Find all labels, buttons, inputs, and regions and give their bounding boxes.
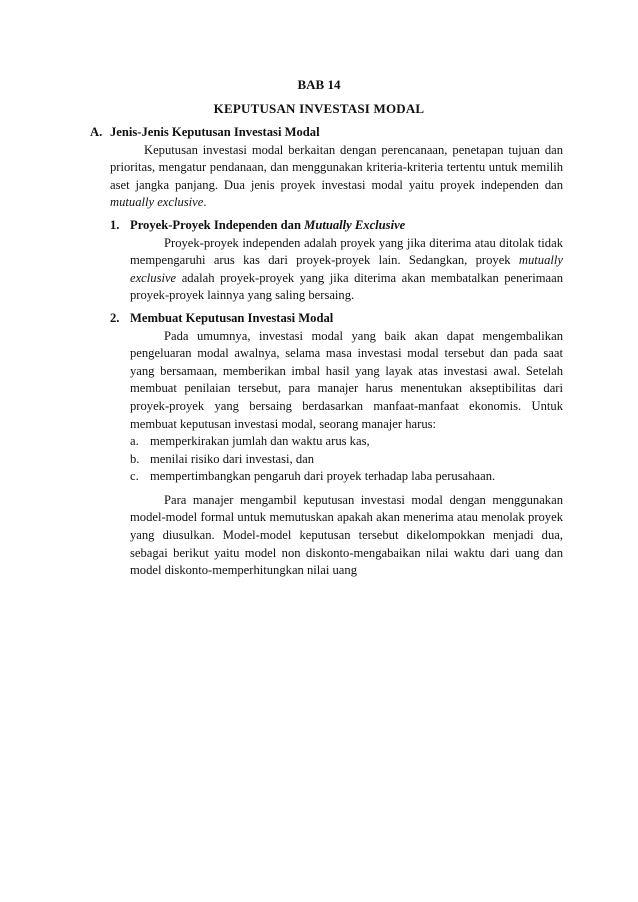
section-a-heading: [90, 124, 563, 142]
list-item: c. mempertimbangkan pengaruh dari proyek terhadap laba perusahaan.: [130, 469, 496, 484]
subsection-1-paragraph: Proyek-proyek independen adalah proyek yang jika diterima atau ditolak tidak mempengaruhi arus kas dari proyek-proyek lain. Sedangkan, proyek mutually exclusive adalah proyek-proyek yang jika diterima akan membatalkan penerimaan proyek-proyek lainnya yang saling bersaing.: [130, 235, 563, 303]
chapter-title: KEPUTUSAN INVESTASI MODAL: [213, 101, 425, 116]
subsection-2-heading: 2. Membuat Keputusan Investasi Modal: [110, 310, 334, 325]
section-a-paragraph: Keputusan investasi modal berkaitan dengan perencanaan, penetapan tujuan dan prioritas, mengatur pendanaan, dan menggunakan kriteria-kriteria tertentu untuk memilih aset jangka panjang. Dua jenis proyek investasi modal yaitu proyek independen dan mutually exclusive.: [110, 142, 563, 210]
document-body: [90, 124, 563, 580]
list-item: b. menilai risiko dari investasi, dan: [130, 451, 315, 466]
subsection-1-heading: 1. Proyek-Proyek Independen dan Mutually Exclusive: [110, 217, 406, 232]
section-a-label: A.: [90, 125, 103, 139]
subsection-1: [110, 217, 563, 305]
subsection-2-paragraph-2: Para manajer mengambil keputusan investasi modal dengan menggunakan model-model formal untuk memutuskan apakah akan menerima atau menolak proyek yang diusulkan. Model-model keputusan tersebut dikelompokkan menjadi dua, sebagai berikut yaitu model non diskonto-mengabaikan nilai waktu dari uang dan model diskonto-memperhitungkan nilai uang: [130, 492, 563, 578]
manager-task-list: [130, 433, 563, 486]
section-a-title: Jenis-Jenis Keputusan Investasi Modal: [110, 125, 320, 139]
subsection-2: [110, 310, 563, 580]
chapter-label: BAB 14: [297, 77, 341, 92]
list-item: a. memperkirakan jumlah dan waktu arus kas,: [130, 434, 370, 449]
subsection-2-paragraph-1: Pada umumnya, investasi modal yang baik akan dapat mengembalikan pengeluaran modal awalnya, selama masa investasi modal tersebut dan pada saat yang bersamaan, memberikan imbal hasil yang layak atas investasi awal. Setelah membuat penilaian tersebut, para manajer harus menentukan akseptibilitas dari proyek-proyek yang bersaing berdasarkan manfaat-manfaat ekonomis. Untuk membuat keputusan investasi modal, seorang manajer harus:: [130, 328, 563, 431]
